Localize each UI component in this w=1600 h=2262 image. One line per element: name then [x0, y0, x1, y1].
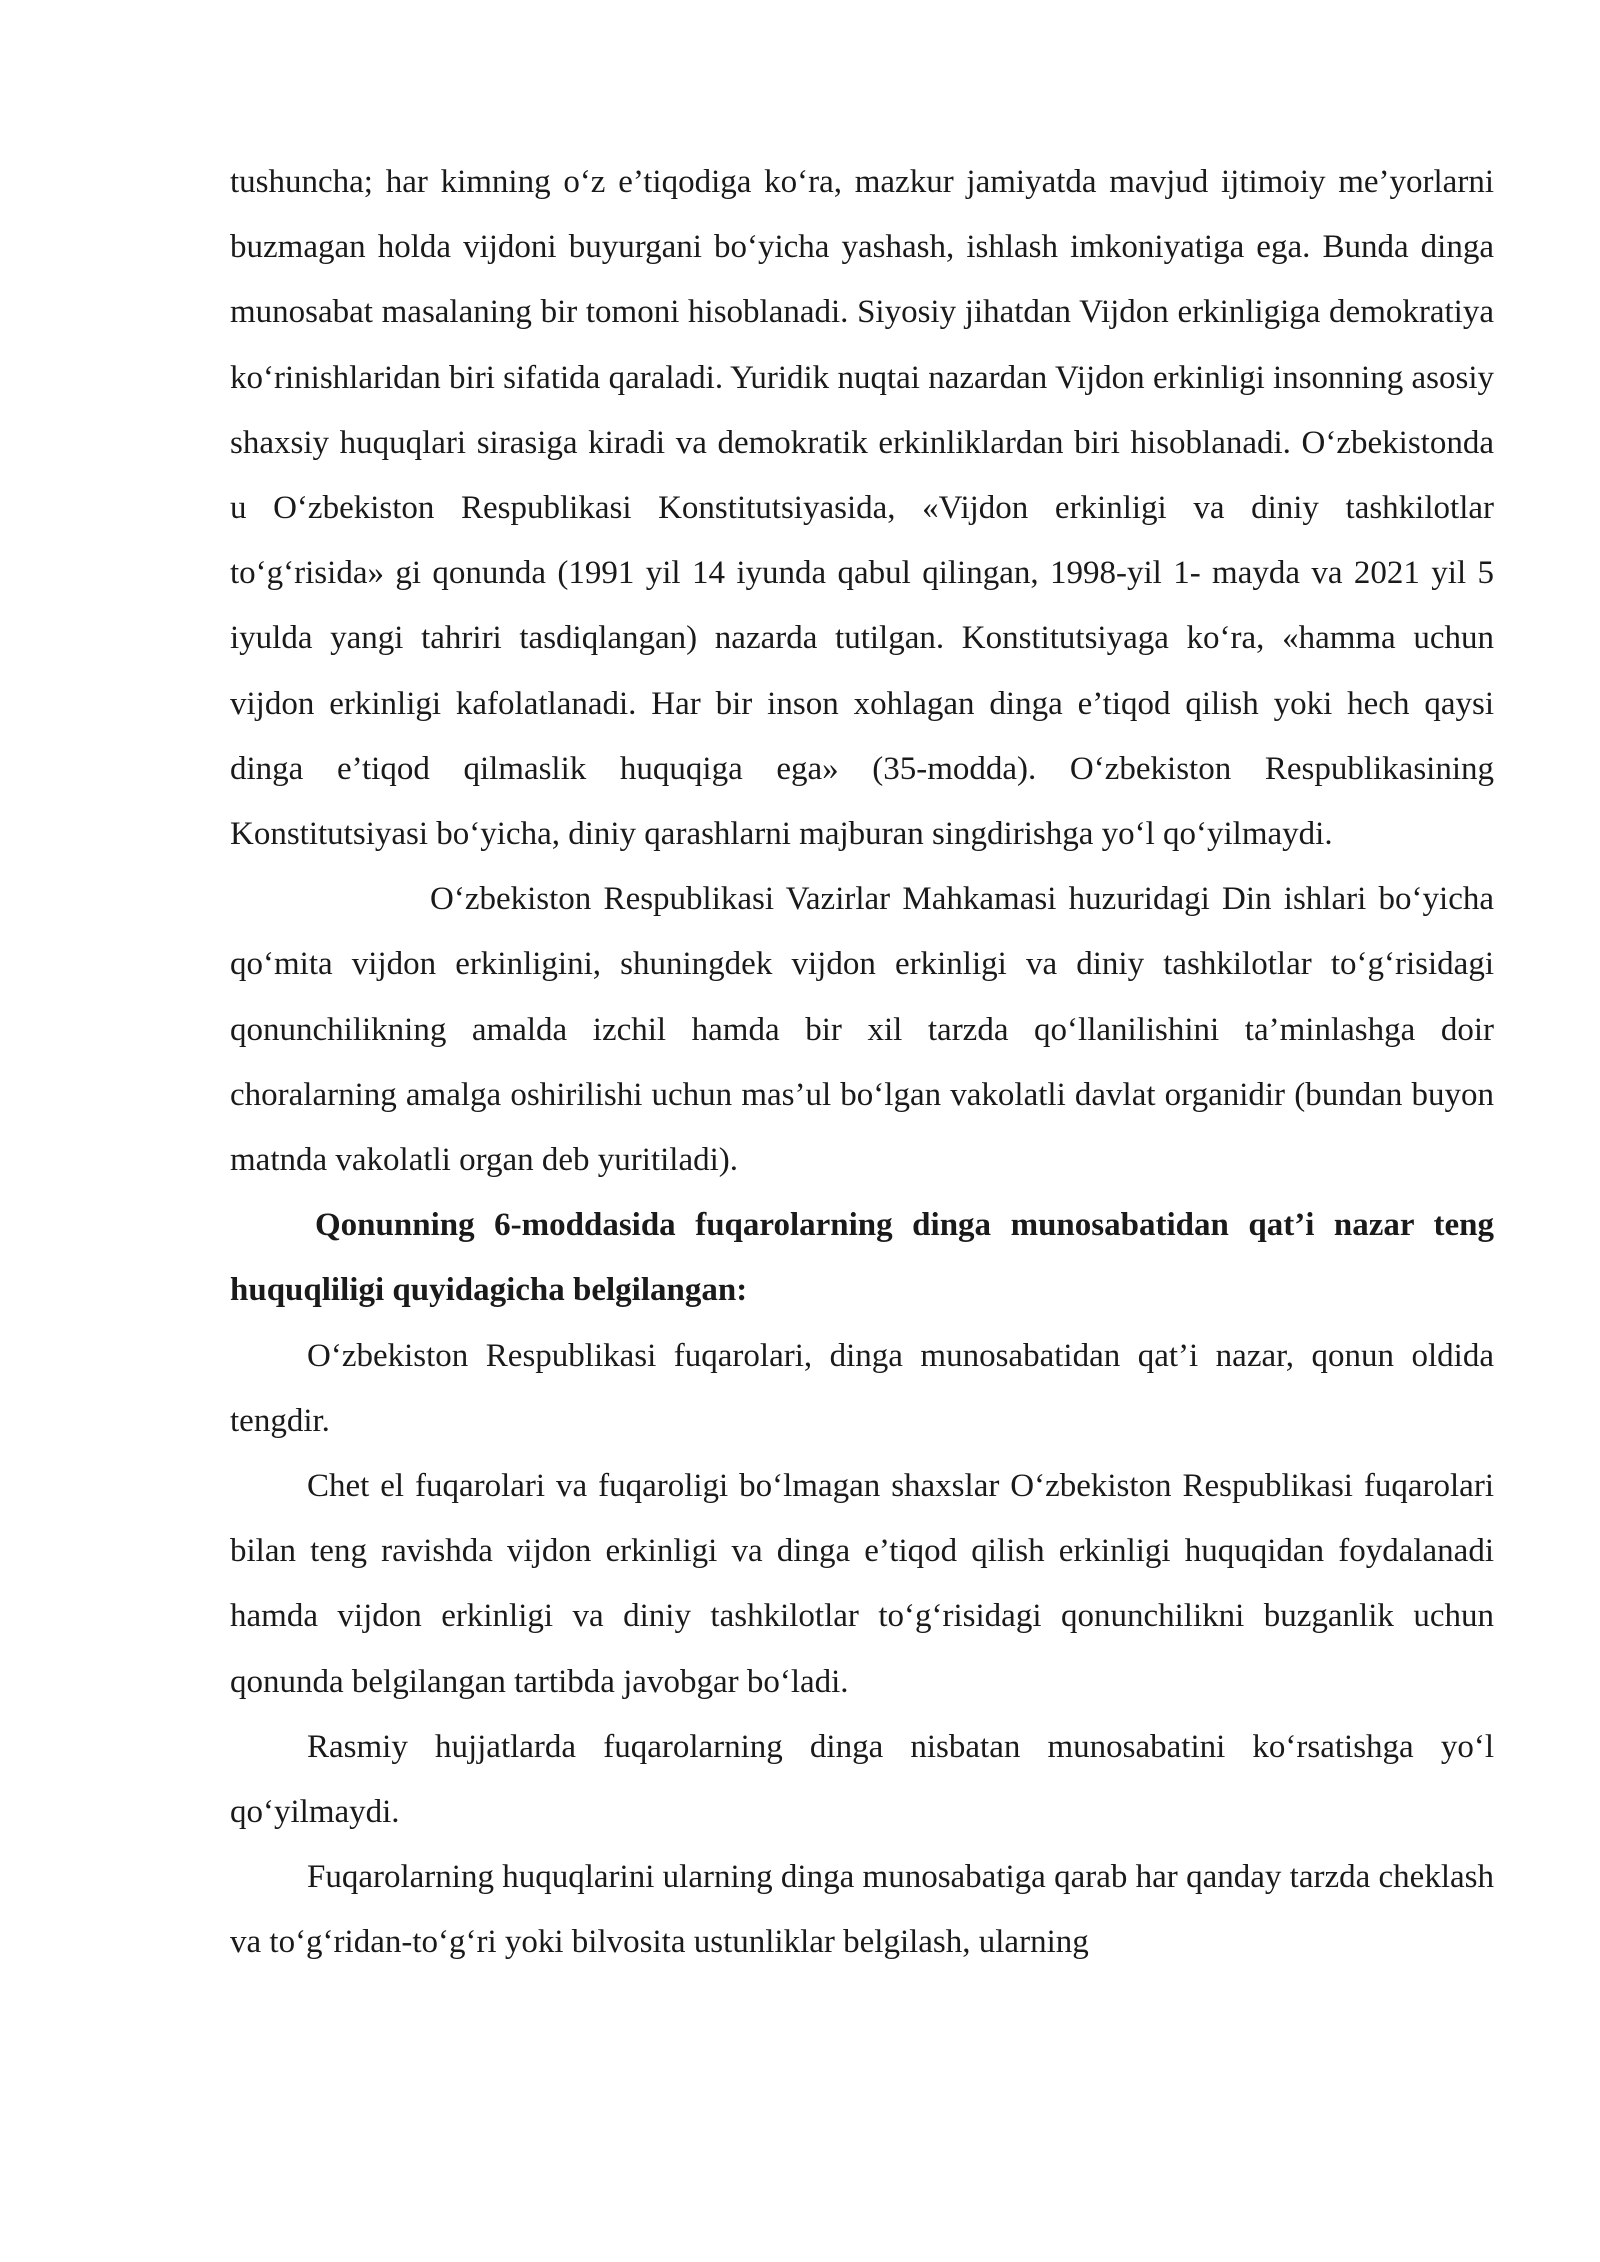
document-page	[230, 150, 1494, 1976]
paragraph-article-6-heading: Qonunning 6-moddasida fuqarolarning dinga munosabatidan qat’i nazar teng huquqliligi quyidagicha belgilangan:	[230, 1207, 1494, 1309]
paragraph-equality-before-law: O‘zbekiston Respublikasi fuqarolari, dinga munosabatidan qat’i nazar, qonun oldida tengdir.	[230, 1337, 1494, 1439]
paragraph-official-documents: Rasmiy hujjatlarda fuqarolarning dinga nisbatan munosabatini ko‘rsatishga yo‘l qo‘yilmaydi.	[230, 1728, 1494, 1831]
paragraph-religious-affairs-committee: O‘zbekiston Respublikasi Vazirlar Mahkamasi huzuridagi Din ishlari bo‘yicha qo‘mita vijdon erkinligini, shuningdek vijdon erkinligi va diniy tashkilotlar to‘g‘risidagi qonunchilikning amalda izchil hamda bir xil tarzda qo‘llanilishini ta’minlashga doir choralarning amalga oshirilishi uchun mas’ul bo‘lgan vakolatli davlat organidir (bundan buyon matnda vakolatli organ deb yuritiladi).	[230, 881, 1494, 1179]
paragraph-restriction-of-rights: Fuqarolarning huquqlarini ularning dinga munosabatiga qarab har qanday tarzda cheklash va to‘g‘ridan-to‘g‘ri yoki bilvosita ustunliklar belgilash, ularning	[230, 1859, 1494, 1961]
paragraph-foreign-citizens: Chet el fuqarolari va fuqaroligi bo‘lmagan shaxslar O‘zbekiston Respublikasi fuqarolari bilan teng ravishda vijdon erkinligi va dinga e’tiqod qilish erkinligi huquqidan foydalanadi hamda vijdon erkinligi va diniy tashkilotlar to‘g‘risidagi qonunchilikni buzganlik uchun qonunda belgilangan tartibda javobgar bo‘ladi.	[230, 1468, 1494, 1700]
paragraph-freedom-of-conscience-definition: tushuncha; har kimning o‘z e’tiqodiga ko‘ra, mazkur jamiyatda mavjud ijtimoiy me’yorlarni buzmagan holda vijdoni buyurgani bo‘yicha yashash, ishlash imkoniyatiga ega. Bunda dinga munosabat masalaning bir tomoni hisoblanadi. Siyosiy jihatdan Vijdon erkinligiga demokratiya ko‘rinishlaridan biri sifatida qaraladi. Yuridik nuqtai nazardan Vijdon erkinligi insonning asosiy shaxsiy huquqlari sirasiga kiradi va demokratik erkinliklardan biri hisoblanadi. O‘zbekistonda u O‘zbekiston Respublikasi Konstitutsiyasida, «Vijdon erkinligi va diniy tashkilotlar to‘g‘risida» gi qonunda (1991 yil 14 iyunda qabul qilingan, 1998-yil 1- mayda va 2021 yil 5 iyulda yangi tahriri tasdiqlangan) nazarda tutilgan. Konstitutsiyaga ko‘ra, «hamma uchun vijdon erkinligi kafolatlanadi. Har bir inson xohlagan dinga e’tiqod qilish yoki hech qaysi dinga e’tiqod qilmaslik huquqiga ega» (35-modda). O‘zbekiston Respublikasining Konstitutsiyasi bo‘yicha, diniy qarashlarni majburan singdirishga yo‘l qo‘yilmaydi.	[230, 164, 1494, 853]
